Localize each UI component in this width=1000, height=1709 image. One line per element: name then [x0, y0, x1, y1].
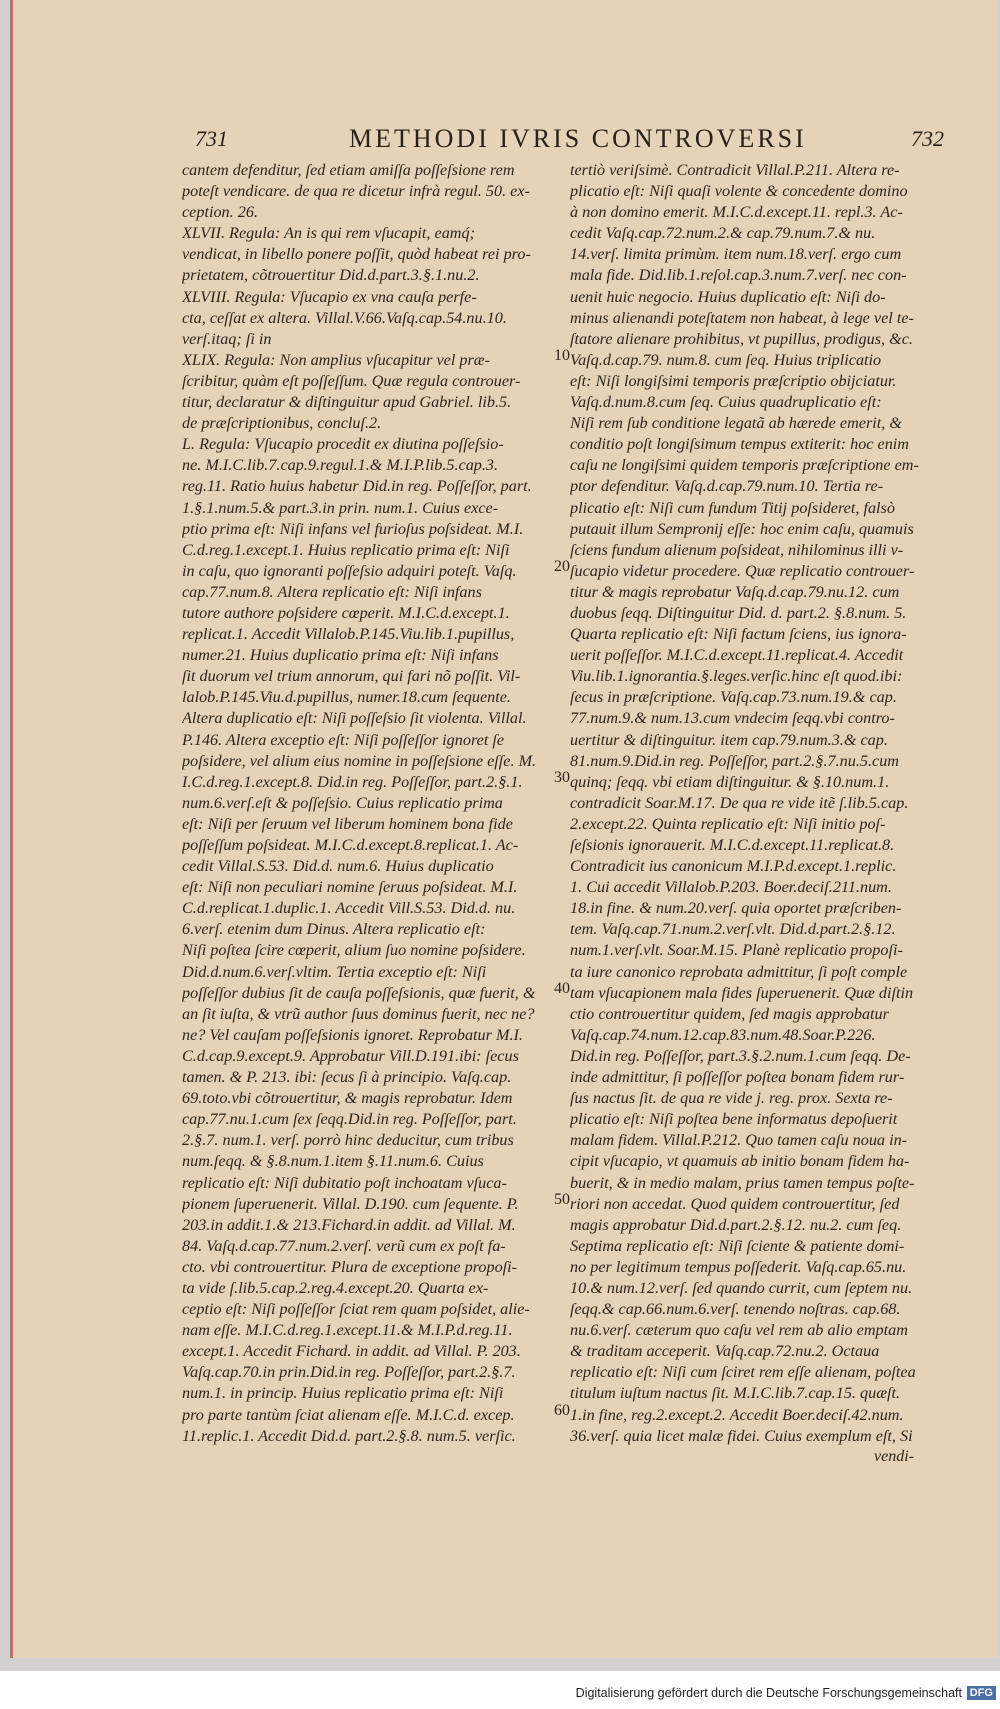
- line-number-20: 20: [554, 558, 570, 575]
- text-line: L. Regula: Vſucapio procedit ex diutina poſſeſsio-: [182, 435, 504, 454]
- text-line: buerit, & in medio malam, prius tamen tempus poſte-: [570, 1173, 915, 1192]
- text-line: duobus ſeqq. Diſtinguitur Did. d. part.2. §.8.num. 5.: [570, 603, 907, 622]
- text-line: conditio poſt longiſsimum tempus extiterit: hoc enim: [570, 435, 909, 454]
- text-line: titur & magis reprobatur Vaſq.d.cap.79.nu.12. cum: [570, 582, 900, 601]
- text-line: in caſu, quo ignoranti poſſeſsio adquiri poteſt. Vaſq.: [182, 561, 517, 580]
- text-line: 6.verſ. etenim dum Dinus. Altera replicatio eſt:: [182, 920, 486, 939]
- text-line: cantem defenditur, ſed etiam amiſſa poſſeſsione rem: [182, 161, 515, 179]
- text-line: mala fide. Did.lib.1.reſol.cap.3.num.7.verſ. nec con-: [570, 266, 907, 285]
- text-line: ta iure canonico reprobata admittitur, ſi poſt comple: [570, 962, 908, 981]
- text-line: plicatio eſt: Niſi quaſi volente & concedente domino: [570, 182, 908, 201]
- text-line: replicatio eſt: Niſi dubitatio poſt inchoatam vſuca-: [182, 1173, 507, 1192]
- text-line: plicatio eſt: Niſi cum fundum Titij poſsideret, falsò: [570, 498, 895, 517]
- text-line: riori non accedat. Quod quidem controuertitur, ſed: [570, 1194, 900, 1213]
- text-line: except.1. Accedit Fichard. in addit. ad Villal. P. 203.: [182, 1342, 521, 1361]
- text-line: 84. Vaſq.d.cap.77.num.2.verſ. verũ cum ex poſt fa-: [182, 1236, 506, 1255]
- text-line: 11.replic.1. Accedit Did.d. part.2.§.8. num.5. verſic.: [182, 1426, 516, 1445]
- text-line: 2.except.22. Quinta replicatio eſt: Niſi initio poſ-: [570, 814, 886, 833]
- text-line: replicatio eſt: Niſi cum ſciret rem eſſe alienam, poſtea: [570, 1363, 916, 1382]
- text-line: à non domino emerit. M.I.C.d.except.11. repl.3. Ac-: [570, 203, 903, 222]
- text-line: 14.verſ. limita primùm. item num.18.verſ. ergo cum: [570, 245, 902, 264]
- text-line: minus alienandi poteſtatem non habeat, à lege vel te-: [570, 308, 914, 327]
- text-line: 77.num.9.& num.13.cum vndecim ſeqq.vbi contro-: [570, 709, 895, 728]
- text-line: ne? Vel cauſam poſſeſsionis ignoret. Reprobatur M.I.: [182, 1025, 523, 1044]
- running-head: METHODI IVRIS CONTROVERSI: [349, 124, 807, 153]
- text-line: tem. Vaſq.cap.71.num.2.verſ.vlt. Did.d.part.2.§.12.: [570, 920, 896, 939]
- line-number-10: 10: [554, 347, 570, 364]
- text-line: reg.11. Ratio huius habetur Did.in reg. Poſſeſſor, part.: [182, 477, 532, 496]
- text-line: I.C.d.reg.1.except.8. Did.in reg. Poſſeſſor, part.2.§.1.: [182, 772, 523, 791]
- text-line: cto. vbi controuertitur. Plura de exceptione propoſi-: [182, 1257, 518, 1276]
- text-line: ſeſsionis ignorauerit. M.I.C.d.except.11.replicat.8.: [570, 836, 895, 854]
- text-line: cap.77.num.8. Altera replicatio eſt: Niſi infans: [182, 582, 482, 601]
- text-line: Viu.lib.1.ignorantia.§.leges.verſic.hinc eſt quod.ibi:: [570, 667, 903, 686]
- text-line: putauit illum Sempronij eſſe: hoc enim caſu, quamuis: [570, 519, 914, 538]
- text-line: ſciens fundum alienum poſsideat, nihilominus illi v-: [570, 540, 904, 559]
- text-line: ception. 26.: [182, 203, 258, 222]
- catchword: vendi-: [874, 1448, 914, 1465]
- text-line: vendicat, in libello ponere poſſit, quòd habeat rei pro-: [182, 245, 531, 264]
- text-line: eſt: Niſi per ſeruum vel liberum hominem bona fide: [182, 814, 513, 833]
- text-line: Septima replicatio eſt: Niſi ſciente & patiente domi-: [570, 1236, 905, 1255]
- text-line: contradicit Soar.M.17. De qua re vide itẽ ſ.lib.5.cap.: [570, 793, 909, 812]
- text-line: tamen. & P. 213. ibi: ſecus ſi à principio. Vaſq.cap.: [182, 1068, 512, 1087]
- left-text-column: [182, 160, 548, 1447]
- text-line: tutore authore poſsidere cœperit. M.I.C.d.except.1.: [182, 603, 510, 622]
- text-line: titur, declaratur & diſtinguitur apud Gabriel. lib.5.: [182, 393, 512, 412]
- text-line: pionem ſuperuenerit. Villal. D.190. cum ſequente. P.: [182, 1194, 519, 1213]
- right-text-column: [570, 160, 932, 1447]
- text-line: uenit huic negocio. Huius duplicatio eſt: Niſi do-: [570, 287, 886, 306]
- text-line: ne. M.I.C.lib.7.cap.9.regul.1.& M.I.P.lib.5.cap.3.: [182, 456, 499, 475]
- text-line: ſtatore alienare prohibitus, vt pupillus, prodigus, &c.: [570, 329, 913, 348]
- text-line: de præſcriptionibus, concluſ.2.: [182, 414, 382, 433]
- text-line: pro parte tantùm ſciat alienam eſſe. M.I.C.d. excep.: [182, 1405, 515, 1424]
- text-line: XLVIII. Regula: Vſucapio ex vna cauſa perfe-: [182, 287, 477, 306]
- text-line: an ſit iuſta, & vtrũ author ſuus dominus fuerit, nec ne?: [182, 1004, 535, 1023]
- text-line: no per legitimum tempus poſſederit. Vaſq.cap.65.nu.: [570, 1257, 907, 1276]
- text-line: cap.77.nu.1.cum ſex ſeqq.Did.in reg. Poſſeſſor, part.: [182, 1110, 517, 1129]
- text-line: C.d.replicat.1.duplic.1. Accedit Vill.S.53. Did.d. nu.: [182, 899, 516, 918]
- text-line: replicat.1. Accedit Villalob.P.145.Viu.lib.1.pupillus,: [182, 625, 515, 644]
- text-line: malam fidem. Villal.P.212. Quo tamen caſu noua in-: [570, 1131, 908, 1150]
- text-line: inde admittitur, ſi poſſeſſor poſtea bonam fidem rur-: [570, 1068, 905, 1087]
- text-line: ptor defenditur. Vaſq.d.cap.79.num.10. Tertia re-: [570, 477, 884, 496]
- text-line: P.146. Altera exceptio eſt: Niſi poſſeſſor ignoret ſe: [182, 730, 505, 749]
- text-line: 203.in addit.1.& 213.Fichard.in addit. ad Villal. M.: [182, 1215, 516, 1234]
- text-line: num.1. in princip. Huius replicatio prima eſt: Niſi: [182, 1384, 504, 1403]
- dfg-logo: DFG: [967, 1686, 996, 1700]
- text-line: 1.§.1.num.5.& part.3.in prin. num.1. Cuius exce-: [182, 498, 499, 517]
- text-line: C.d.cap.9.except.9. Approbatur Vill.D.191.ibi: ſecus: [182, 1046, 519, 1065]
- text-line: ſcribitur, quàm eſt poſſeſſum. Quæ regula controuer-: [182, 371, 521, 390]
- text-line: Niſi poſtea ſcire cœperit, alium ſuo nomine poſsidere.: [182, 941, 526, 960]
- text-line: tam vſucapionem mala fides ſuperuenerit. Quæ diſtin: [570, 983, 914, 1002]
- line-number-50: 50: [554, 1191, 570, 1208]
- folio-left: 731: [195, 126, 228, 151]
- funding-credit: Digitalisierung gefördert durch die Deutsche Forschungsgemeinschaft: [575, 1686, 962, 1700]
- line-number-30: 30: [554, 769, 570, 786]
- text-line: 1.in fine, reg.2.except.2. Accedit Boer.deciſ.42.num.: [570, 1405, 904, 1424]
- text-line: ptio prima eſt: Niſi infans vel furioſus poſsideat. M.I.: [182, 519, 524, 538]
- text-line: ctio controuertitur quidem, ſed magis approbatur: [570, 1004, 889, 1023]
- text-line: quinq; ſeqq. vbi etiam diſtinguitur. & §.10.num.1.: [570, 772, 890, 791]
- text-line: nu.6.verſ. cæterum quo caſu vel rem ab alio emptam: [570, 1321, 908, 1340]
- text-line: Vaſq.d.cap.79. num.8. cum ſeq. Huius triplicatio: [570, 350, 882, 369]
- text-line: 1. Cui accedit Villalob.P.203. Boer.deciſ.211.num.: [570, 878, 892, 897]
- text-line: Contradicit ius canonicum M.I.P.d.except.1.replic.: [570, 857, 897, 876]
- text-line: 69.toto.vbi cõtrouertitur, & magis reprobatur. Idem: [182, 1089, 513, 1108]
- text-line: poſſeſſum poſsideat. M.I.C.d.except.8.replicat.1. Ac-: [182, 836, 519, 854]
- text-line: cedit Vaſq.cap.72.num.2.& cap.79.num.7.& nu.: [570, 224, 876, 243]
- text-line: num.1.verſ.vlt. Soar.M.15. Planè replicatio propoſi-: [570, 941, 903, 960]
- text-line: eſt: Niſi longiſsimi temporis præſcriptio obijciatur.: [570, 371, 897, 390]
- text-line: ſeqq.& cap.66.num.6.verſ. tenendo noſtras. cap.68.: [570, 1300, 901, 1319]
- text-line: 81.num.9.Did.in reg. Poſſeſſor, part.2.§.7.nu.5.cum: [570, 751, 899, 770]
- folio-right: 732: [911, 126, 944, 151]
- text-line: 2.§.7. num.1. verſ. porrò hinc deducitur, cum tribus: [182, 1131, 514, 1150]
- text-line: caſu ne longiſsimi quidem temporis præſcriptione em-: [570, 456, 919, 475]
- text-line: ſus nactus ſit. de qua re vide j. reg. prox. Sexta re-: [570, 1089, 893, 1108]
- text-line: plicatio eſt: Niſi poſtea bene informatus depoſuerit: [570, 1110, 898, 1129]
- text-line: num.6.verſ.eſt & poſſeſsio. Cuius replicatio prima: [182, 793, 503, 812]
- text-line: lalob.P.145.Viu.d.pupillus, numer.18.cum ſequente.: [182, 688, 511, 707]
- text-line: ceptio eſt: Niſi poſſeſſor ſciat rem quam poſsidet, alie-: [182, 1300, 530, 1319]
- text-line: uerit poſſeſſor. M.I.C.d.except.11.replicat.4. Accedit: [570, 646, 904, 665]
- text-line: ſucapio videtur procedere. Quæ replicatio controuer-: [570, 561, 915, 580]
- text-line: cta, ceſſat ex altera. Villal.V.66.Vaſq.cap.54.nu.10.: [182, 308, 507, 327]
- text-line: verſ.itaq; ſi in: [182, 329, 272, 348]
- text-line: Did.d.num.6.verſ.vltim. Tertia exceptio eſt: Niſi: [182, 962, 487, 981]
- text-line: Vaſq.cap.74.num.12.cap.83.num.48.Soar.P.226.: [570, 1025, 876, 1044]
- text-line: XLIX. Regula: Non amplius vſucapitur vel præ-: [182, 350, 490, 369]
- text-line: nam eſſe. M.I.C.d.reg.1.except.11.& M.I.P.d.reg.11.: [182, 1321, 513, 1340]
- line-number-60: 60: [554, 1402, 570, 1419]
- text-line: 36.verſ. quia licet malæ fidei. Cuius exemplum eſt, Si: [570, 1426, 913, 1445]
- text-line: poteſt vendicare. de qua re dicetur infrà regul. 50. ex-: [182, 182, 530, 201]
- text-line: Niſi rem ſub conditione legatã ab hærede emerit, &: [570, 414, 902, 433]
- text-line: ta vide ſ.lib.5.cap.2.reg.4.except.20. Quarta ex-: [182, 1278, 489, 1297]
- text-line: Vaſq.d.num.8.cum ſeq. Cuius quadruplicatio eſt:: [570, 393, 882, 412]
- line-number-40: 40: [554, 980, 570, 997]
- text-line: Vaſq.cap.70.in prin.Did.in reg. Poſſeſſor, part.2.§.7.: [182, 1363, 516, 1382]
- text-line: uertitur & diſtinguitur. item cap.79.num.3.& cap.: [570, 730, 888, 749]
- text-line: num.ſeqq. & §.8.num.1.item §.11.num.6. Cuius: [182, 1152, 484, 1171]
- text-line: 18.in fine. & num.20.verſ. quia oportet præſcriben-: [570, 899, 902, 918]
- text-line: tertiò veriſsimè. Contradicit Villal.P.211. Altera re-: [570, 161, 900, 179]
- text-line: eſt: Niſi non peculiari nomine ſeruus poſsideat. M.I.: [182, 878, 518, 897]
- text-line: magis approbatur Did.d.part.2.§.12. nu.2. cum ſeq.: [570, 1215, 902, 1234]
- text-line: poſsidere, vel alium eius nomine in poſſeſsione eſſe. M.: [182, 751, 537, 770]
- text-line: ſecus in præſcriptione. Vaſq.cap.73.num.19.& cap.: [570, 688, 897, 707]
- text-line: & traditam acceperit. Vaſq.cap.72.nu.2. Octaua: [570, 1342, 880, 1361]
- text-line: C.d.reg.1.except.1. Huius replicatio prima eſt: Niſi: [182, 540, 510, 559]
- text-line: prietatem, cõtrouertitur Did.d.part.3.§.1.nu.2.: [182, 266, 480, 285]
- text-line: Did.in reg. Poſſeſſor, part.3.§.2.num.1.cum ſeqq. De-: [570, 1046, 911, 1065]
- text-line: poſſeſſor dubius ſit de cauſa poſſeſsionis, quæ fuerit, &: [182, 983, 536, 1002]
- text-line: titulum iuſtum nactus ſit. M.I.C.lib.7.cap.15. quæſt.: [570, 1384, 901, 1403]
- text-line: Altera duplicatio eſt: Niſi poſſeſsio ſit violenta. Villal.: [182, 709, 527, 728]
- footer-bar: [0, 1684, 1000, 1706]
- text-line: cedit Villal.S.53. Did.d. num.6. Huius duplicatio: [182, 857, 494, 876]
- text-line: XLVII. Regula: An is qui rem vſucapit, eamq́;: [182, 224, 475, 243]
- text-line: cipit vſucapio, vt quamuis ab initio bonam fidem ha-: [570, 1152, 910, 1171]
- text-line: Quarta replicatio eſt: Niſi factum ſciens, ius ignora-: [570, 625, 907, 644]
- text-line: ſit duorum vel trium annorum, qui fari nõ poſſit. Vil-: [182, 667, 521, 686]
- text-line: 10.& num.12.verſ. ſed quando currit, cum ſeptem nu.: [570, 1278, 913, 1297]
- text-line: numer.21. Huius duplicatio prima eſt: Niſi infans: [182, 646, 499, 665]
- page-header: [13, 118, 1000, 158]
